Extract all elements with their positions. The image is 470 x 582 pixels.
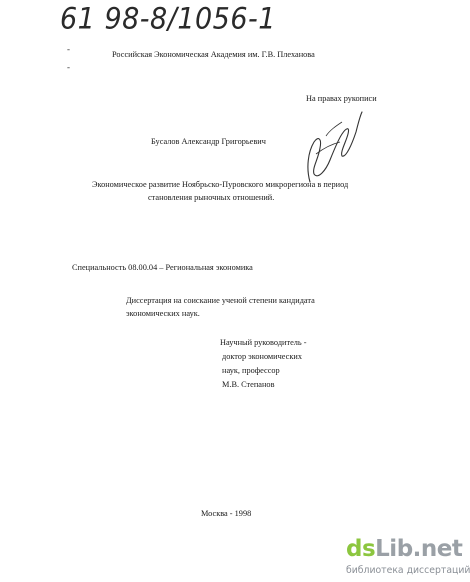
- rights-note: На правах рукописи: [306, 94, 377, 103]
- signature-image: [296, 108, 368, 186]
- supervisor-role: Научный руководитель -: [220, 338, 307, 347]
- logo-wordmark: dsLib.net: [346, 536, 463, 562]
- dissertation-line-2: экономических наук.: [126, 309, 200, 318]
- logo-caption: библиотека диссертаций: [346, 565, 470, 576]
- margin-mark: -: [67, 44, 70, 54]
- supervisor-title: наук, профессор: [222, 366, 280, 375]
- supervisor-name: М.В. Степанов: [222, 380, 275, 389]
- supervisor-degree: доктор экономических: [222, 352, 302, 361]
- dslib-watermark-logo: [346, 536, 470, 580]
- title-line-2: становления рыночных отношений.: [148, 193, 275, 202]
- dissertation-line-1: Диссертация на соискание ученой степени кандидата: [126, 296, 315, 305]
- margin-mark: -: [67, 62, 70, 72]
- author-name: Бусалов Александр Григорьевич: [151, 137, 266, 146]
- handwritten-catalog-number: 61 98-8/1056-1: [60, 2, 276, 37]
- specialty-line: Специальность 08.00.04 – Региональная экономика: [72, 263, 253, 272]
- title-line-1: Экономическое развитие Ноябрьско-Пуровского микрорегиона в период: [92, 180, 349, 189]
- city-year: Москва - 1998: [201, 509, 252, 518]
- academy-name: Российская Экономическая Академия им. Г.В. Плеханова: [112, 50, 315, 59]
